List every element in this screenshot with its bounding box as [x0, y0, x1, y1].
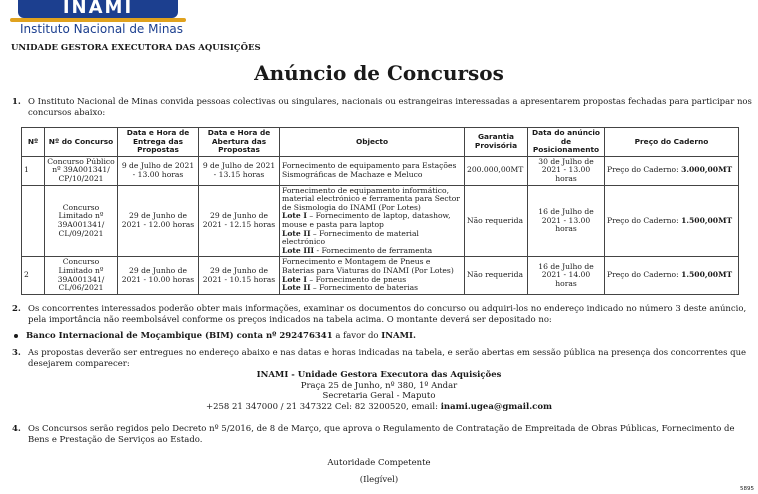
- col-header-n: Nº: [22, 128, 45, 157]
- cell-anuncio: 16 de Julho de 2021 - 14.00 horas: [528, 257, 605, 294]
- signature-role: Autoridade Competente: [327, 458, 431, 468]
- logo-acronym: INAMI: [62, 0, 134, 18]
- paragraph-2: [12, 304, 752, 325]
- cell-entrega: 29 de Junho de 2021 - 10.00 horas: [118, 257, 199, 294]
- bank-beneficiary: INAMI.: [381, 331, 416, 341]
- preco-label: Preço do Caderno:: [607, 270, 682, 280]
- paragraph-text: Os Concursos serão regidos pelo Decreto nº 5/2016, de 8 de Março, que aprova o Regulamento de Contratação de Empreitada de Obras Públicas, Fornecimento de Bens e Prestação de Serviços ao Estado.: [28, 424, 735, 445]
- table-header-row: [22, 128, 739, 157]
- lote-label: Lote III: [282, 245, 315, 255]
- objecto-text: Fornecimento de equipamento para Estações Sismográficas de Machaze e Meluco: [282, 161, 457, 179]
- contact-email: inami.ugea@gmail.com: [440, 401, 553, 412]
- lote-label: Lote I: [282, 211, 307, 221]
- paragraph-text: O Instituto Nacional de Minas convida pessoas colectivas ou singulares, nacionais ou estrangeiras interessadas a apresentarem propostas fechadas para participar nos concursos abaixo:: [28, 97, 752, 118]
- cell-objecto: [280, 156, 465, 185]
- paragraph-text: Os concorrentes interessados poderão obter mais informações, examinar os documentos do concurso ou adquiri-los no endereço indicado no número 3 deste anúncio, pela importância não reembolsável conforme os preços indicados na tabela acima. O montante deverá ser depositado no:: [28, 304, 747, 325]
- cell-preco: [605, 185, 739, 257]
- table-row: [22, 257, 739, 294]
- lote-label: Lote I: [282, 274, 307, 284]
- address-contacts: [0, 402, 758, 413]
- preco-label: Preço do Caderno:: [607, 165, 682, 175]
- cell-garantia: 200.000,00MT: [465, 156, 528, 185]
- col-header-preco: Preço do Caderno: [605, 128, 739, 157]
- paragraph-text: As propostas deverão ser entregues no endereço abaixo e nas datas e horas indicadas na tabela, e serão abertas em sessão pública na presença dos concorrentes que desejarem comparecer:: [28, 348, 747, 369]
- bank-account-rest: a favor do: [332, 331, 382, 341]
- paragraph-1: [12, 97, 752, 118]
- inami-logo: [0, 0, 190, 40]
- contacts-phones: +258 21 347000 / 21 347322 Cel: 82 3200520, email:: [205, 401, 441, 412]
- cell-n: [22, 185, 45, 257]
- cell-garantia: Não requerida: [465, 257, 528, 294]
- lote-text: – Fornecimento de baterias: [310, 283, 419, 293]
- col-header-garantia: Garantia Provisória: [465, 128, 528, 157]
- lote-item: [282, 284, 462, 293]
- cell-entrega: 29 de Junho de 2021 - 12.00 horas: [118, 185, 199, 257]
- preco-valor: 1.500,00MT: [681, 270, 733, 280]
- bank-account: Banco Internacional de Moçambique (BIM) conta nº 292476341: [26, 331, 333, 341]
- unit-heading: UNIDADE GESTORA EXECUTORA DAS AQUISIÇÕES: [11, 43, 261, 53]
- cell-objecto: [280, 185, 465, 257]
- lote-item: [282, 212, 462, 229]
- lote-item: [282, 230, 462, 247]
- cell-preco: [605, 156, 739, 185]
- col-header-abertura: Data e Hora de Abertura das Propostas: [199, 128, 280, 157]
- table-row: [22, 185, 739, 257]
- cell-entrega: 9 de Julho de 2021 - 13.00 horas: [118, 156, 199, 185]
- paragraph-number: 2.: [12, 304, 21, 314]
- lote-label: Lote II: [282, 283, 311, 293]
- cell-n: 2: [22, 257, 45, 294]
- address-name: INAMI - Unidade Gestora Executora das Aquisições: [256, 370, 502, 380]
- cell-concurso: Concurso Público nº 39A001341/ CP/10/2021: [45, 156, 118, 185]
- objecto-text: Fornecimento de equipamento informático, material electrónico e ferramenta para Sector de Sismologia do INAMI (Por Lotes): [282, 185, 460, 212]
- preco-valor: 1.500,00MT: [681, 215, 733, 225]
- preco-valor: 3.000,00MT: [681, 165, 733, 175]
- address-street: Praça 25 de Junho, nº 380, 1º Andar: [300, 380, 458, 391]
- table-row: [22, 156, 739, 185]
- cell-concurso: Concurso Limitado nº 39A001341/ CL/06/2021: [45, 257, 118, 294]
- cell-n: 1: [22, 156, 45, 185]
- address-dept: Secretaria Geral - Maputo: [322, 391, 436, 401]
- col-header-anuncio: Data do anúncio de Posicionamento: [528, 128, 605, 157]
- cell-anuncio: 30 de Julho de 2021 - 13.00 horas: [528, 156, 605, 185]
- objecto-text: Fornecimento e Montagem de Pneus e Baterias para Viaturas do INAMI (Por Lotes): [282, 257, 454, 275]
- bank-account-bullet: [14, 331, 416, 341]
- lote-label: Lote II: [282, 228, 311, 238]
- preco-label: Preço do Caderno:: [607, 215, 682, 225]
- page-title: Anúncio de Concursos: [254, 61, 504, 85]
- logo-banner: [18, 0, 178, 18]
- tenders-table: [21, 127, 739, 295]
- cell-garantia: Não requerida: [465, 185, 528, 257]
- lote-item: [282, 247, 462, 256]
- lote-text: – Fornecimento de pneus: [306, 274, 407, 284]
- cell-preco: [605, 257, 739, 294]
- cell-objecto: [280, 257, 465, 294]
- lote-text: – Fornecimento de laptop, datashow, mouse e pasta para laptop: [282, 211, 451, 229]
- address-block: [0, 370, 758, 412]
- lote-text: - Fornecimento de ferramenta: [314, 245, 433, 255]
- paragraph-number: 3.: [12, 348, 21, 358]
- paragraph-number: 1.: [12, 97, 21, 107]
- cell-abertura: 29 de Junho de 2021 - 10.15 horas: [199, 257, 280, 294]
- paragraph-3: [12, 348, 752, 369]
- cell-abertura: 29 de Junho de 2021 - 12.15 horas: [199, 185, 280, 257]
- bullet-icon: [14, 334, 18, 338]
- signature-name: (Ilegível): [359, 475, 399, 485]
- paragraph-number: 4.: [12, 424, 21, 434]
- logo-text: Instituto Nacional de Minas: [20, 22, 184, 36]
- paragraph-4: [12, 424, 752, 445]
- col-header-entrega: Data e Hora de Entrega das Propostas: [118, 128, 199, 157]
- lote-text: – Fornecimento de material electrónico: [282, 228, 419, 247]
- reference-number: 5895: [740, 486, 754, 492]
- cell-anuncio: 16 de Julho de 2021 - 13.00 horas: [528, 185, 605, 257]
- col-header-concurso: Nº do Concurso: [45, 128, 118, 157]
- cell-concurso: Concurso Limitado nº 39A001341/ CL/09/2021: [45, 185, 118, 257]
- cell-abertura: 9 de Julho de 2021 - 13.15 horas: [199, 156, 280, 185]
- col-header-objecto: Objecto: [280, 128, 465, 157]
